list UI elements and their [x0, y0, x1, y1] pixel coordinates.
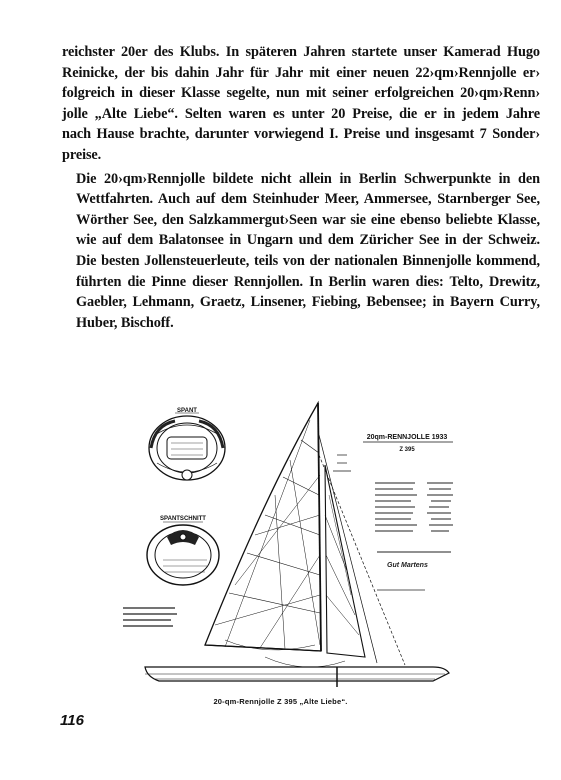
- text-line: Reinicke, der bis dahin Jahr für Jahr mit einer neuen 22›qm›Rennjolle er›: [62, 64, 540, 81]
- paragraph-2: [62, 169, 540, 334]
- text-line: Die 20›qm›Rennjolle bildete nicht allein in Berlin Schwerpunkte in den: [76, 170, 540, 187]
- plan-title: 20qm-RENNJOLLE 1933: [366, 434, 448, 441]
- text-line: nach Hause brachte, darunter vorwiegend I. Preise und insgesamt 7 Sonder›: [62, 126, 540, 143]
- text-line: wie auf dem Balatonsee in Ungarn und dem Züricher See in der Schweiz.: [76, 232, 540, 249]
- hull: [145, 667, 449, 687]
- text-line: Gaebler, Lehmann, Graetz, Linsener, Fiebing, Bebensee; in Bayern Curry,: [76, 294, 540, 311]
- rigging: [265, 435, 405, 667]
- sail-plan-drawing: [115, 395, 465, 695]
- dimension-table: [375, 483, 453, 531]
- plan-subtitle: Z 395: [399, 447, 415, 453]
- page-number: 116: [60, 712, 84, 729]
- figure-caption: 20-qm-Rennjolle Z 395 „Alte Liebe“.: [213, 697, 348, 706]
- spantschnitt-section: [147, 516, 219, 585]
- notes-left: [123, 608, 177, 626]
- body-text: [62, 42, 540, 333]
- spant-label: SPANT: [177, 408, 197, 414]
- signature-text: Gut Martens: [387, 562, 428, 569]
- jib: [325, 465, 365, 657]
- spant-section: [149, 408, 225, 480]
- text-line: Die besten Jollensteuerleute, teils von der nationalen Binnenjolle kommend,: [76, 252, 540, 269]
- spantschnitt-label: SPANTSCHNITT: [160, 516, 206, 522]
- text-line: jolle „Alte Liebe“. Selten waren es unter 20 Preise, die er in jedem Jahre: [62, 105, 540, 122]
- text-line: Wettfahrten. Auch auf dem Steinhuder Meer, Ammersee, Starnberger See,: [76, 191, 540, 208]
- paragraph-1: [62, 42, 540, 166]
- text-line: führten die Pinne dieser Rennjollen. In Berlin waren dies: Telto, Drewitz,: [76, 273, 540, 290]
- text-line: preise.: [62, 146, 102, 163]
- text-line: Wörther See, den Salzkammergut›Seen war sie eine ebenso beliebte Klasse,: [76, 211, 540, 228]
- text-line: folgreich in dieser Klasse segelte, nun mit seiner erfolgreichen 20›qm›Renn›: [62, 85, 540, 102]
- plan-title-block: [363, 434, 453, 453]
- designer-signature: [377, 552, 451, 590]
- text-line: Huber, Bischoff.: [76, 314, 174, 331]
- text-line: reichster 20er des Klubs. In späteren Jahren startete unser Kamerad Hugo: [62, 44, 540, 60]
